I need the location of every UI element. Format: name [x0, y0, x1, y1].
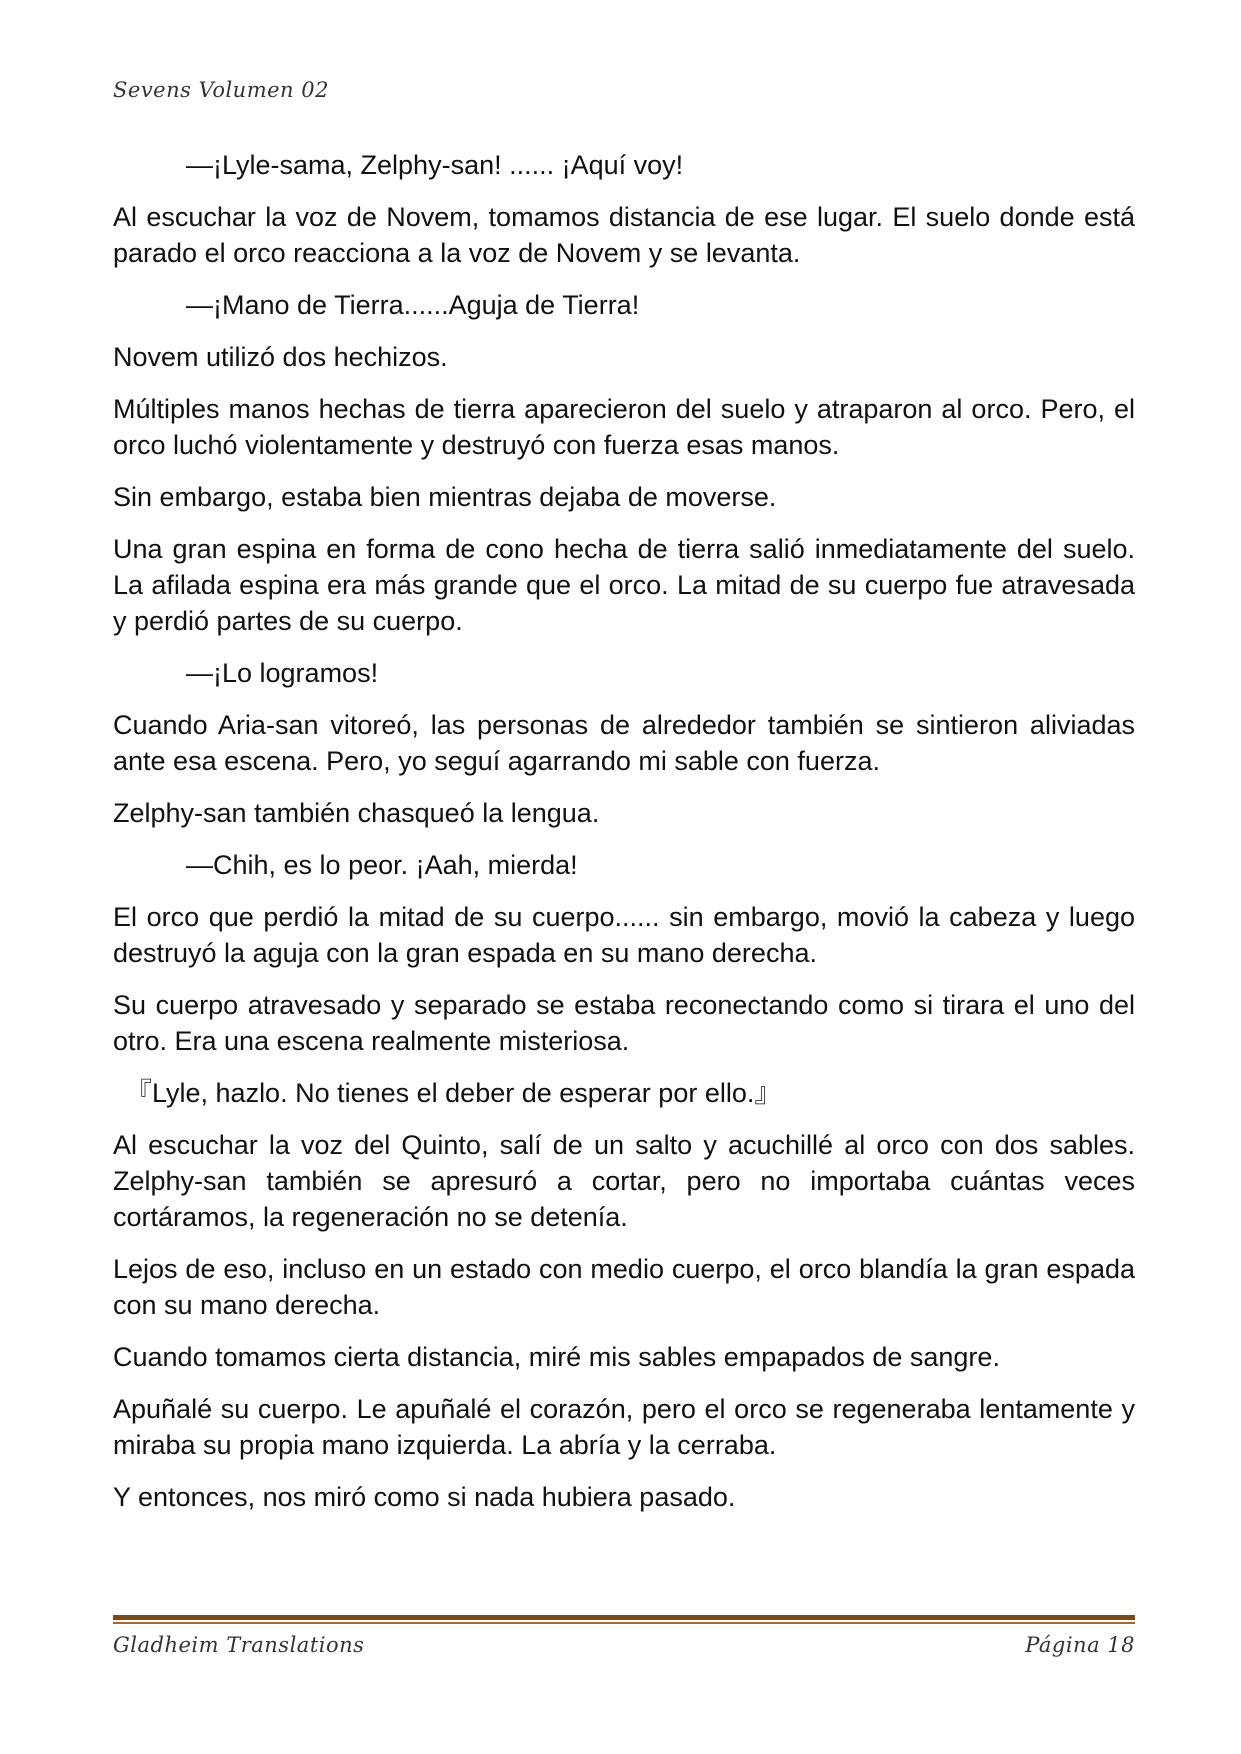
narration-paragraph: Cuando tomamos cierta distancia, miré mis sables empapados de sangre. [113, 1342, 1000, 1372]
dialogue-line: —Chih, es lo peor. ¡Aah, mierda! [186, 850, 578, 880]
dialogue-line: —¡Lo logramos! [186, 658, 379, 688]
narration-paragraph: Y entonces, nos miró como si nada hubiera pasado. [113, 1482, 736, 1512]
footer-translator: Gladheim Translations [113, 1633, 365, 1657]
page-body [113, 147, 1135, 1531]
narration-paragraph: Al escuchar la voz de Novem, tomamos distancia de ese lugar. El suelo donde está parado el orco reacciona a la voz de Novem y se levanta. [113, 202, 1135, 268]
narration-paragraph: Múltiples manos hechas de tierra aparecieron del suelo y atraparon al orco. Pero, el orco luchó violentamente y destruyó con fuerza esas manos. [113, 394, 1135, 460]
narration-paragraph: Al escuchar la voz del Quinto, salí de un salto y acuchillé al orco con dos sables. Zelphy-san también se apresuró a cortar, pero no importaba cuántas veces cortáramos, la regeneración no se detenía. [113, 1130, 1135, 1232]
footer-divider [113, 1615, 1135, 1624]
narration-paragraph: Su cuerpo atravesado y separado se estaba reconectando como si tirara el uno del otro. Era una escena realmente misteriosa. [113, 990, 1135, 1056]
narration-paragraph: Una gran espina en forma de cono hecha de tierra salió inmediatamente del suelo. La afilada espina era más grande que el orco. La mitad de su cuerpo fue atravesada y perdió partes de su cuerpo. [113, 534, 1135, 636]
telepathy-line: 『Lyle, hazlo. No tienes el deber de esperar por ello.』 [125, 1078, 782, 1108]
narration-paragraph: Cuando Aria-san vitoreó, las personas de alrededor también se sintieron aliviadas ante esa escena. Pero, yo seguí agarrando mi sable con fuerza. [113, 710, 1135, 776]
narration-paragraph: Sin embargo, estaba bien mientras dejaba de moverse. [113, 482, 777, 512]
narration-paragraph: Apuñalé su cuerpo. Le apuñalé el corazón, pero el orco se regeneraba lentamente y miraba su propia mano izquierda. La abría y la cerraba. [113, 1394, 1135, 1460]
narration-paragraph: Novem utilizó dos hechizos. [113, 342, 448, 372]
page-header-title: Sevens Volumen 02 [113, 78, 329, 102]
narration-paragraph: El orco que perdió la mitad de su cuerpo...... sin embargo, movió la cabeza y luego destruyó la aguja con la gran espada en su mano derecha. [113, 902, 1135, 968]
dialogue-line: —¡Mano de Tierra......Aguja de Tierra! [186, 290, 640, 320]
footer-divider-thick [113, 1615, 1135, 1620]
narration-paragraph: Lejos de eso, incluso en un estado con medio cuerpo, el orco blandía la gran espada con su mano derecha. [113, 1254, 1135, 1320]
footer-page-number: Página 18 [1025, 1633, 1135, 1657]
narration-paragraph: Zelphy-san también chasqueó la lengua. [113, 798, 600, 828]
footer-divider-thin [113, 1622, 1135, 1624]
dialogue-line: —¡Lyle-sama, Zelphy-san! ...... ¡Aquí voy! [186, 150, 684, 180]
